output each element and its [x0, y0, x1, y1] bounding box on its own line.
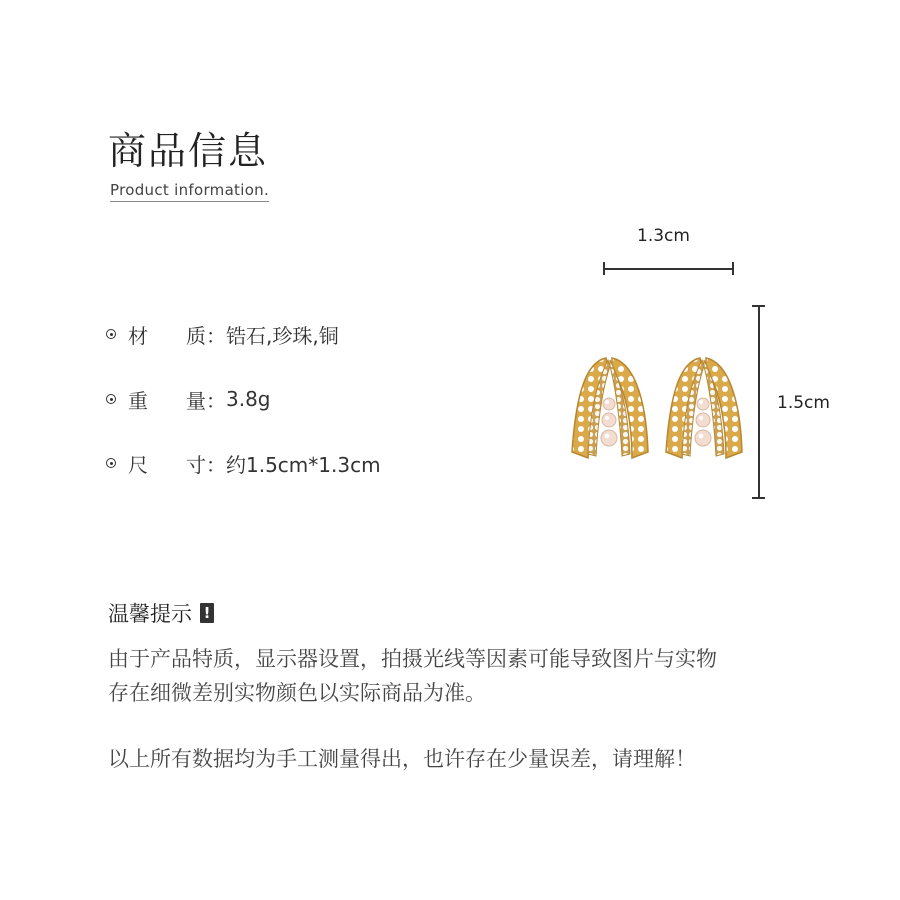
- spec-label-suffix: 寸：: [186, 452, 226, 477]
- spec-row-size: [106, 449, 381, 477]
- notice-title-text: 温馨提示: [108, 602, 192, 626]
- spec-label: 重: [128, 388, 148, 413]
- bullet-icon: [106, 394, 116, 404]
- notice-line-2: 存在细微差别实物颜色以实际商品为准。: [108, 681, 486, 705]
- notice-line-3: 以上所有数据均为手工测量得出，也许存在少量误差，请理解！: [108, 747, 696, 771]
- spec-label: 材: [128, 323, 148, 348]
- spec-value-weight: 3.8g: [226, 387, 271, 411]
- notice-title: [108, 598, 214, 628]
- earring-left: [572, 358, 648, 458]
- earring-right: [666, 358, 742, 458]
- spec-value-material: 锆石,珍珠,铜: [226, 323, 339, 348]
- dimension-width-line: [603, 268, 733, 270]
- dimension-height-label: 1.5cm: [777, 393, 830, 413]
- spec-value-size: 约1.5cm*1.3cm: [226, 452, 381, 477]
- dimension-width-tick-right: [732, 262, 734, 275]
- page-subtitle: Product information.: [110, 181, 269, 202]
- dimension-width-label: 1.3cm: [637, 226, 690, 246]
- bullet-icon: [106, 458, 116, 468]
- dimension-width-tick-left: [603, 262, 605, 275]
- notice-line-1: 由于产品特质，显示器设置，拍摄光线等因素可能导致图片与实物: [108, 647, 717, 671]
- earrings-image: [560, 348, 750, 468]
- bullet-icon: [106, 329, 116, 339]
- warning-icon: !: [200, 603, 214, 623]
- page-title: 商品信息: [108, 129, 269, 173]
- spec-label-suffix: 量：: [186, 388, 226, 413]
- spec-label: 尺: [128, 452, 148, 477]
- spec-label-suffix: 质：: [186, 323, 226, 348]
- dimension-height-line: [758, 305, 760, 498]
- spec-row-material: [106, 320, 339, 348]
- dimension-height-tick-top: [752, 305, 765, 307]
- spec-row-weight: [106, 385, 271, 413]
- dimension-height-tick-bottom: [752, 497, 765, 499]
